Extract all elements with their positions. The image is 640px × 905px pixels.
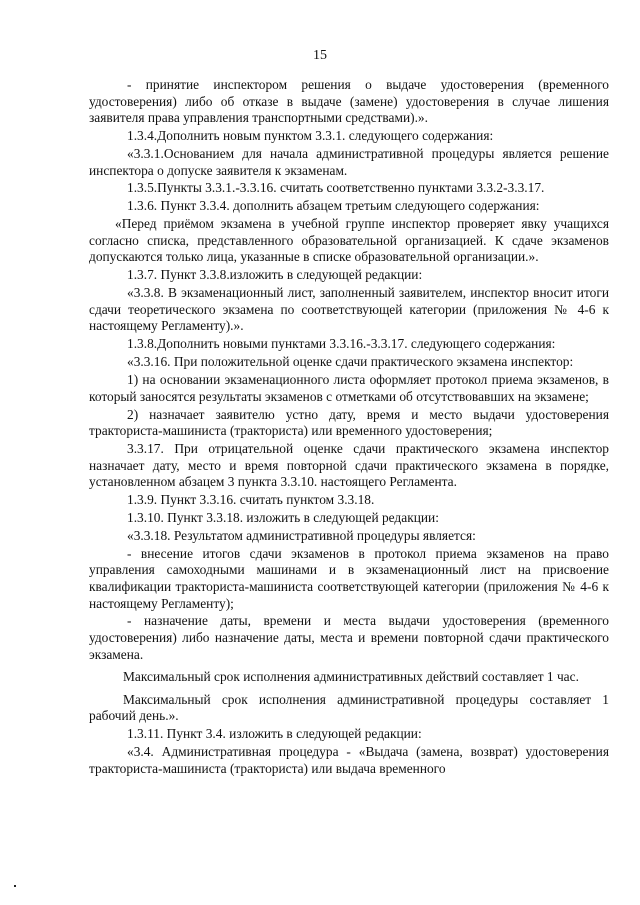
scan-speck (14, 885, 16, 887)
paragraph-6: «Перед приёмом экзамена в учебной группе инспектор проверяет явку учащихся согласно списка, представленного образовательной организацией. К сдаче экзаменов допускаются только лица, указанные в списке образовательной организации.». (89, 216, 609, 265)
paragraph-17: - внесение итогов сдачи экзаменов в протокол приема экзаменов на право управления самоходными машинами и в экзаменационный лист на присвоение квалификации тракториста-машиниста соответствующей категории (приложения № 4-6 к настоящему Регламенту); (89, 545, 609, 611)
paragraph-3: «3.3.1.Основанием для начала административной процедуры является решение инспектора о допуске заявителя к экзаменам. (89, 145, 609, 178)
paragraph-18: - назначение даты, времени и места выдачи удостоверения (временного удостоверения) либо назначение даты, места и времени повторной сдачи практического экзамена. (89, 613, 609, 662)
paragraph-8: «3.3.8. В экзаменационный лист, заполненный заявителем, инспектор вносит итоги сдачи теоретического экзамена по соответствующей категории (приложения № 4-6 к настоящему Регламенту).». (89, 285, 609, 334)
paragraph-21: 1.3.11. Пункт 3.4. изложить в следующей редакции: (127, 726, 422, 742)
paragraph-16: «3.3.18. Результатом административной процедуры является: (127, 527, 476, 543)
paragraph-19: Максимальный срок исполнения административных действий составляет 1 час. (123, 669, 579, 685)
paragraph-9: 1.3.8.Дополнить новыми пунктами 3.3.16.-3.3.17. следующего содержания: (127, 336, 556, 352)
paragraph-11: 1) на основании экзаменационного листа оформляет протокол приема экзаменов, в который заносятся результаты экзаменов с отметками об отсутствовавших на экзамене; (89, 372, 609, 404)
paragraph-10: «3.3.16. При положительной оценке сдачи практического экзамена инспектор: (127, 354, 574, 370)
paragraph-2: 1.3.4.Дополнить новым пунктом 3.3.1. следующего содержания: (127, 128, 494, 144)
page-number: 15 (313, 48, 327, 63)
paragraph-12: 2) назначает заявителю устно дату, время и место выдачи удостоверения тракториста-машиниста (тракториста) или временного удостоверения; (89, 406, 609, 439)
paragraph-5: 1.3.6. Пункт 3.3.4. дополнить абзацем третьим следующего содержания: (127, 198, 540, 214)
paragraph-13: 3.3.17. При отрицательной оценке сдачи практического экзамена инспектор назначает дату, место и время повторной сдачи практического экзамена в порядке, установленном абзацем 3 пункта 3.3.10. настоящего Регламента. (89, 441, 609, 490)
paragraph-1: - принятие инспектором решения о выдаче удостоверения (временного удостоверения) либо об отказе в выдаче (замене) удостоверения в случае лишения заявителя права управления транспортными средствами).». (89, 77, 609, 126)
paragraph-4: 1.3.5.Пункты 3.3.1.-3.3.16. считать соответственно пунктами 3.3.2-3.3.17. (127, 180, 545, 196)
paragraph-20: Максимальный срок исполнения административной процедуры составляет 1 рабочий день.». (89, 691, 609, 724)
paragraph-7: 1.3.7. Пункт 3.3.8.изложить в следующей редакции: (127, 267, 423, 283)
paragraph-14: 1.3.9. Пункт 3.3.16. считать пунктом 3.3.18. (127, 492, 375, 508)
document-body (89, 77, 609, 779)
paragraph-15: 1.3.10. Пункт 3.3.18. изложить в следующей редакции: (127, 510, 439, 525)
paragraph-22: «3.4. Административная процедура - «Выдача (замена, возврат) удостоверения тракториста-машиниста (тракториста) или выдача временного (89, 744, 609, 776)
